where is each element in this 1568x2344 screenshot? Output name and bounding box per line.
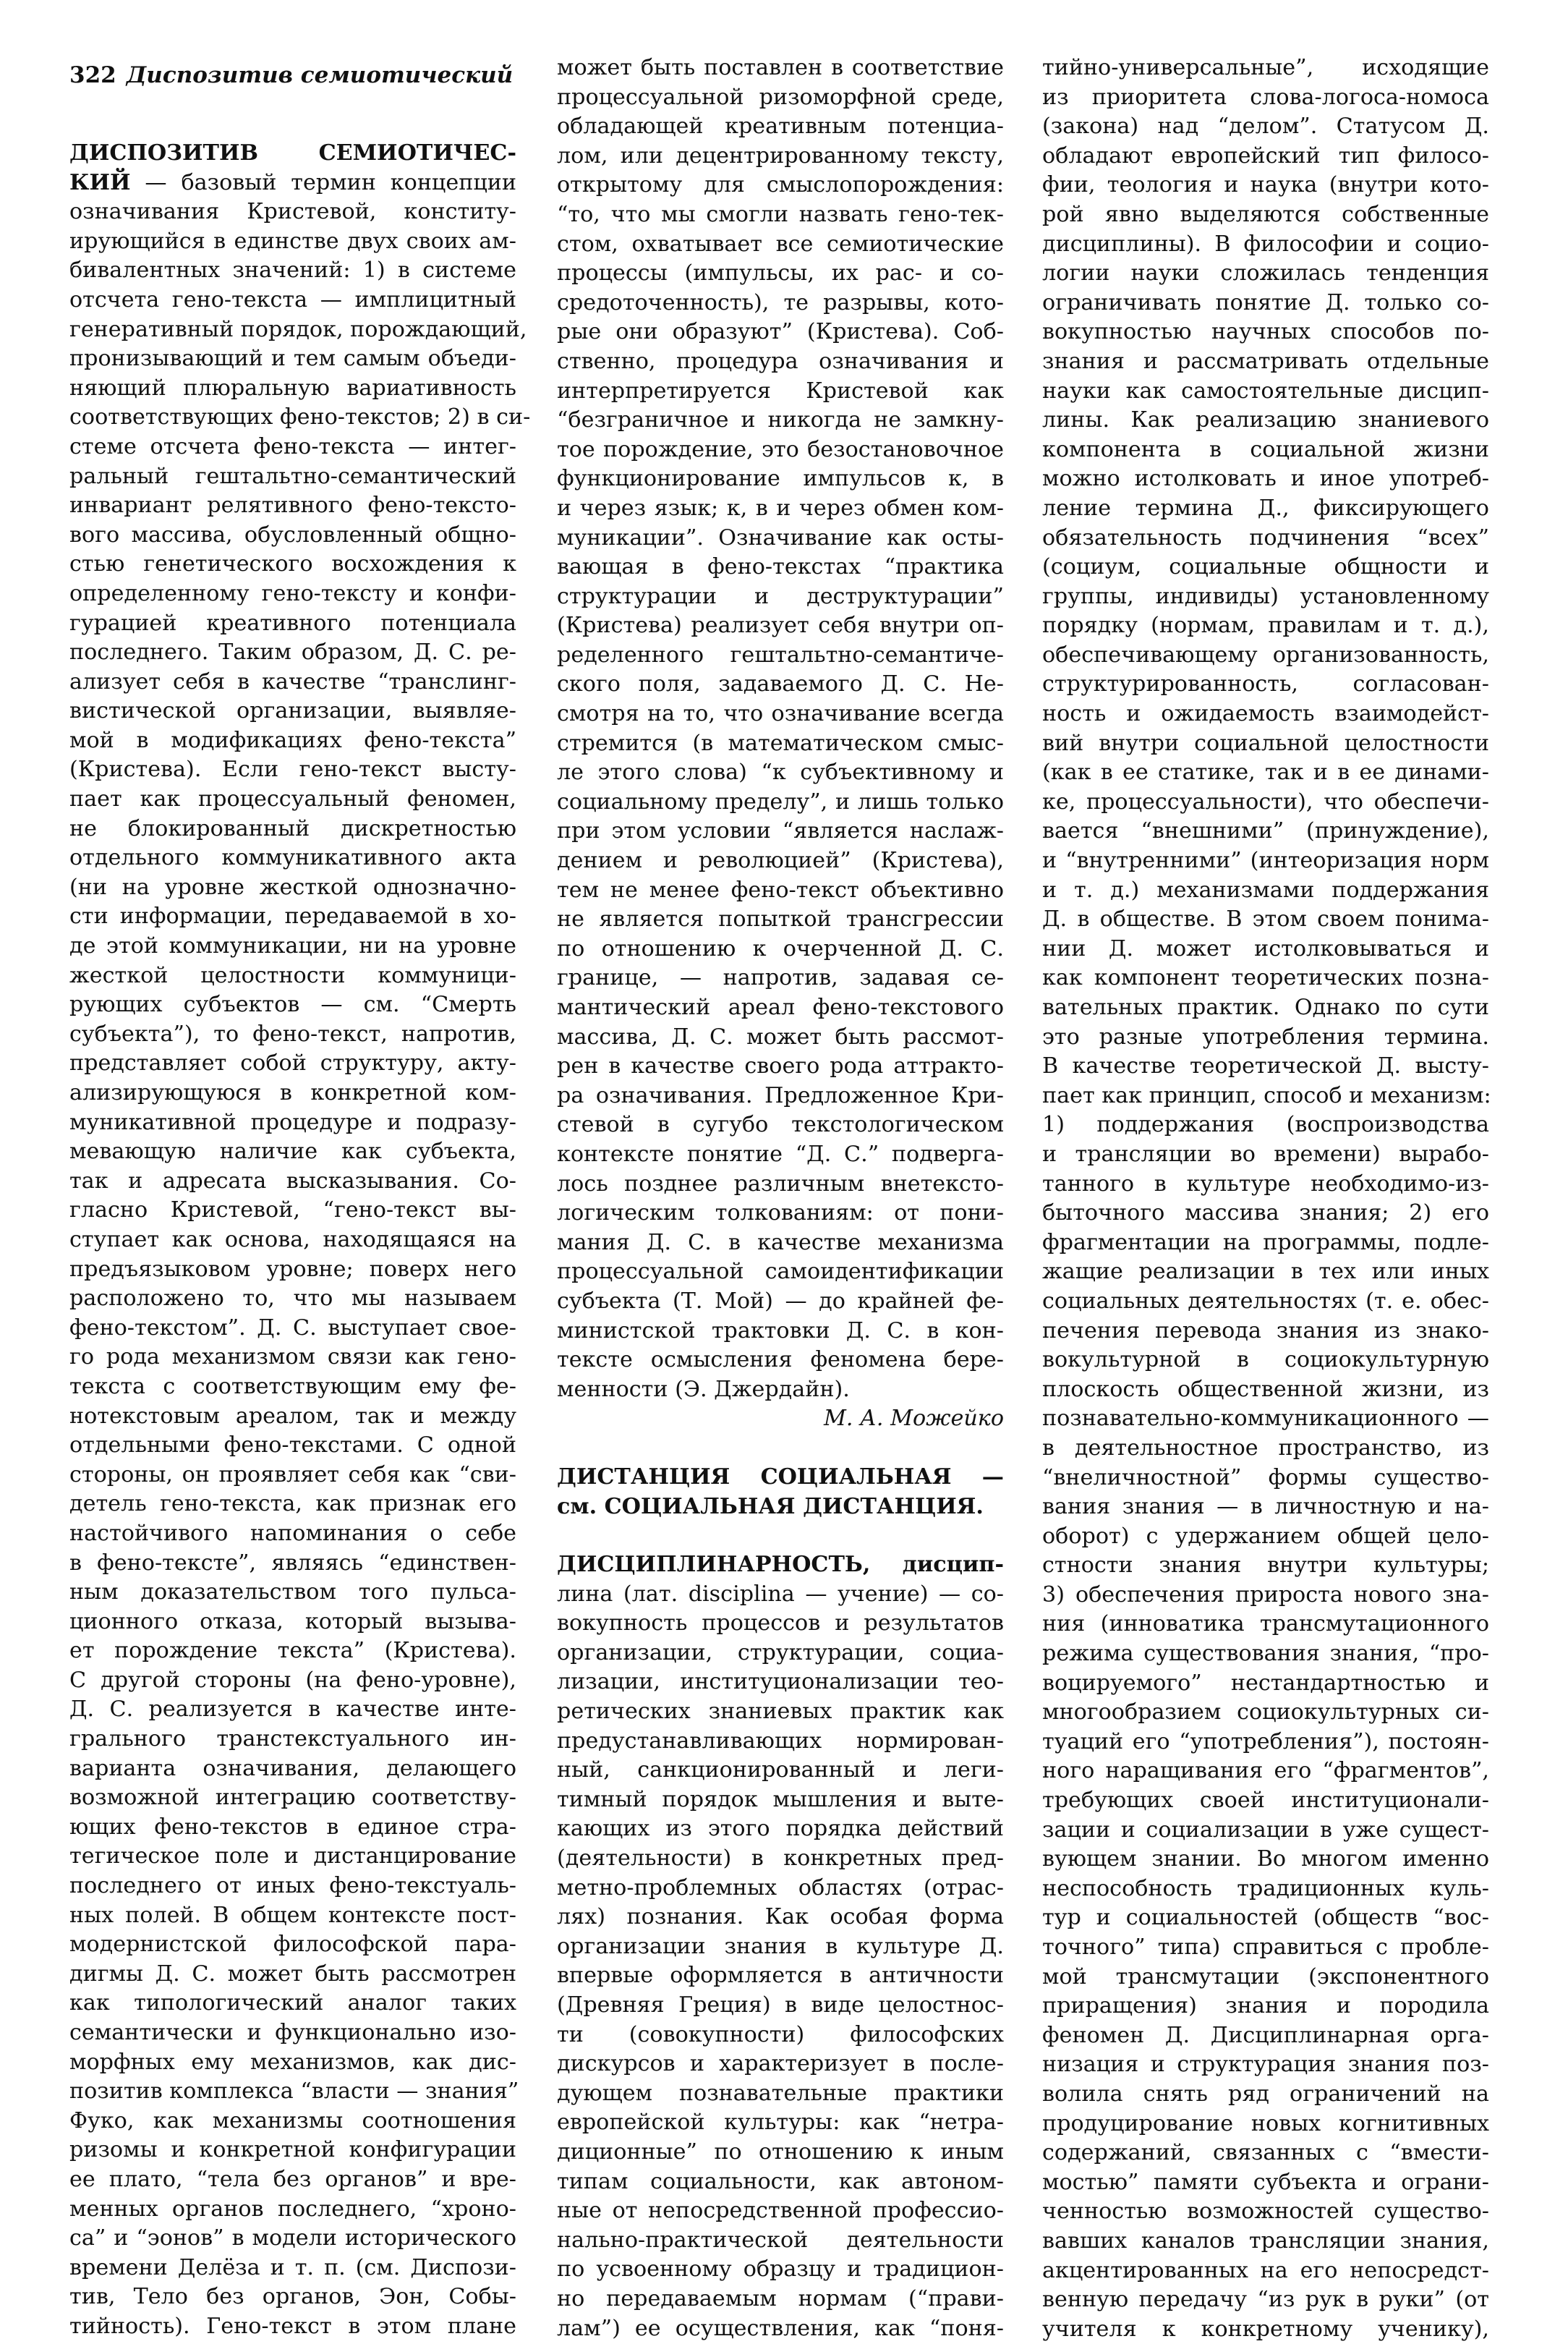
text-line: науки как самостоятельные дисцип- [1042, 378, 1489, 404]
text-line: жащие реализации в тех или иных [1042, 1259, 1489, 1285]
text-line: ственно, процедура означивания и [557, 348, 1004, 374]
text-line: расположено то, что мы называем [69, 1286, 516, 1312]
text-line: ционного отказа, который вызыва- [69, 1608, 516, 1634]
text-line: (как в ее статике, так и в ее динами- [1042, 760, 1489, 786]
text-line: нии Д. может истолковываться и [1042, 935, 1489, 961]
text-line: в деятельностное пространство, из [1042, 1435, 1489, 1461]
text-line: плоскость общественной жизни, из [1042, 1376, 1489, 1402]
text-line: “то, что мы смогли назвать гено-тек- [557, 201, 1004, 227]
text-line: дигмы Д. С. может быть рассмотрен [69, 1961, 516, 1987]
column-left [69, 139, 531, 2342]
text-line: ДИСПОЗИТИВ СЕМИОТИЧЕС- [69, 140, 516, 166]
text-line: вокупность процессов и результатов [557, 1610, 1004, 1636]
text-line: определенному гено-тексту и конфи- [69, 580, 516, 606]
text-line: ДИСТАНЦИЯ СОЦИАЛЬНАЯ — [557, 1464, 1004, 1490]
text-line: менности (Э. Джердайн). [557, 1376, 850, 1402]
text-line: тегическое поле и дистанцирование [69, 1843, 516, 1869]
text-line: соответствующих фено-текстов; 2) в си- [69, 404, 531, 430]
text-line: впервые оформляется в античности [557, 1963, 1004, 1989]
text-line: стности знания внутри культуры; [1042, 1553, 1489, 1579]
text-line: ность и ожидаемость взаимодейст- [1042, 701, 1489, 727]
text-line: рен в качестве своего рода аттракто- [557, 1053, 1004, 1079]
text-line: стремится (в математическом смыс- [557, 730, 1004, 756]
text-line: воцируемого” нестандартностью и [1042, 1670, 1489, 1696]
page-number: 322 [69, 62, 116, 88]
text-line: акцентированных на его непосредст- [1042, 2257, 1489, 2283]
text-line: тив, Тело без органов, Эон, Собы- [69, 2284, 516, 2310]
text-line: ке, процессуальности), что обеспечи- [1042, 789, 1489, 815]
text-line: туаций его “употребления”), постоян- [1042, 1728, 1489, 1754]
text-line: (социум, социальные общности и [1042, 554, 1489, 580]
text-line: учителя к конкретному ученику), [1042, 2316, 1489, 2342]
text-line: инвариант релятивного фено-тексто- [69, 493, 516, 519]
text-line: лось позднее различным внетексто- [557, 1171, 1004, 1197]
text-line: европейской культуры: как “нетра- [557, 2110, 1004, 2136]
text-line: 3) обеспечения прироста нового зна- [1042, 1581, 1489, 1608]
text-line: В качестве теоретической Д. высту- [1042, 1053, 1489, 1079]
text-line: при этом условии “является наслаж- [557, 818, 1004, 844]
text-line: волила снять ряд ограничений на [1042, 2081, 1489, 2107]
text-line: нотекстовым ареалом, так и между [69, 1403, 516, 1429]
text-line: структурированность, согласован- [1042, 671, 1489, 697]
text-line: го рода механизмом связи как гено- [69, 1344, 516, 1370]
text-line: тур и социальностей (обществ “вос- [1042, 1905, 1489, 1931]
text-line: генеративный порядок, порождающий, [69, 316, 527, 342]
text-line: процессуальной самоидентификации [557, 1259, 1004, 1285]
text-line: (Кристева). Если гено-текст высту- [69, 757, 516, 783]
text-line: дисциплины). В философии и социо- [1042, 231, 1489, 257]
text-line: см. СОЦИАЛЬНАЯ ДИСТАНЦИЯ. [557, 1493, 984, 1519]
text-line: требующих своей институционали- [1042, 1788, 1489, 1814]
text-line: ральный гештальтно-семантический [69, 463, 516, 489]
text-line: последнего. Таким образом, Д. С. ре- [69, 640, 516, 666]
text-line: лях) познания. Как особая форма [557, 1904, 1004, 1930]
text-line: и через язык; к, в и через обмен ком- [557, 495, 1004, 521]
entry-author: М. А. Можейко [823, 1406, 1004, 1432]
text-line: не блокированный дискретностью [69, 815, 516, 841]
text-line: фии, теология и наука (внутри кото- [1042, 172, 1489, 198]
text-line: сти информации, передаваемой в хо- [69, 904, 516, 930]
text-line: са” и “эонов” в модели исторического [69, 2225, 516, 2251]
entry-dispositive-continued [557, 54, 1004, 1404]
text-line: няющий плюральную вариативность [69, 375, 516, 401]
text-line: кающих из этого порядка действий [557, 1816, 1004, 1842]
text-line: муникации”. Означивание как осты- [557, 525, 1004, 551]
text-line: метно-проблемных областях (отрас- [557, 1874, 1004, 1901]
text-line: лины. Как реализацию знаниевого [1042, 407, 1489, 433]
text-line: “внеличностной” формы существо- [1042, 1464, 1489, 1490]
text-line: вательных практик. Однако по сути [1042, 995, 1489, 1020]
text-line: стороны, он проявляет себя как “сви- [69, 1461, 516, 1487]
text-line: функционирование импульсов к, в [557, 466, 1004, 492]
text-line: тийно-универсальные”, исходящие [1042, 55, 1489, 80]
text-line: диционные” по отношению к иным [557, 2139, 1004, 2165]
text-line: тимный порядок мышления и выте- [557, 1786, 1004, 1812]
text-line: Д. в обществе. В этом своем понима- [1042, 906, 1489, 933]
text-line: Фуко, как механизмы соотношения [69, 2107, 516, 2133]
text-line: текста с соответствующим ему фе- [69, 1373, 516, 1399]
text-line: лом, или децентрированному тексту, [557, 143, 1004, 169]
text-line: отдельного коммуникативного акта [69, 845, 516, 871]
text-line: (закона) над “делом”. Статусом Д. [1042, 114, 1489, 140]
text-line: приращения) знания и породила [1042, 1993, 1489, 2019]
text-line: лина (лат. disciplina — учение) — со- [557, 1581, 1004, 1607]
text-line: рой явно выделяются собственные [1042, 201, 1489, 227]
text-line: ление термина Д., фиксирующего [1042, 495, 1489, 521]
text-line: границе, — напротив, задавая се- [557, 965, 1004, 991]
text-line: и трансляции во времени) вырабо- [1042, 1141, 1489, 1167]
text-line: отдельными фено-текстами. С одной [69, 1432, 516, 1458]
text-line: зации и социализации в уже сущест- [1042, 1817, 1489, 1843]
text-line: возможной интеграцию соответству- [69, 1785, 516, 1811]
text-line: ных полей. В общем контексте пост- [69, 1902, 516, 1928]
text-line: стеме отсчета фено-текста — интег- [69, 433, 516, 459]
text-line: стью генетического восхождения к [69, 551, 516, 577]
text-line: рующих субъектов — см. “Смерть [69, 992, 516, 1018]
text-line: содержаний, связанных с “вмести- [1042, 2140, 1489, 2166]
column-right [1042, 54, 1489, 2344]
text-line: но передаваемым нормам (“прави- [557, 2285, 1004, 2311]
text-line: и “внутренними” (интеоризация норм [1042, 848, 1489, 874]
text-line: мевающую наличие как субъекта, [69, 1139, 516, 1165]
text-line: ограничивать понятие Д. только со- [1042, 289, 1489, 315]
text-line: министской трактовки Д. С. в кон- [557, 1317, 1004, 1343]
text-line: обладающей креативным потенциа- [557, 114, 1004, 140]
text-line: как компонент теоретических позна- [1042, 965, 1489, 991]
text-line: организации, структурации, социа- [557, 1639, 1004, 1665]
text-line: из приоритета слова-логоса-номоса [1042, 84, 1489, 110]
text-line: ра означивания. Предложенное Кри- [557, 1082, 1004, 1108]
text-line: вующем знании. Во многом именно [1042, 1846, 1489, 1872]
entry-disciplinarity [557, 1550, 1004, 2343]
text-line: организации знания в культуре Д. [557, 1933, 1004, 1959]
text-line: Д. С. реализуется в качестве инте- [69, 1697, 516, 1723]
text-line: ДИСЦИПЛИНАРНОСТЬ, дисцип- [557, 1552, 1004, 1578]
text-line: рые они образуют” (Кристева). Соб- [557, 319, 1004, 345]
text-line: ступает как основа, находящаяся на [69, 1226, 516, 1252]
text-line: субъекта (Т. Мой) — до крайней фе- [557, 1288, 1004, 1314]
text-line: феномен Д. Дисциплинарная орга- [1042, 2022, 1489, 2048]
text-line: не является попыткой трансгрессии [557, 906, 1004, 933]
text-line: 1) поддержания (воспроизводства [1042, 1112, 1489, 1138]
text-line: предъязыковом уровне; поверх него [69, 1256, 516, 1282]
text-line: по усвоенному образцу и традицион- [557, 2256, 1004, 2283]
text-line: ализует себя в качестве “транслинг- [69, 668, 516, 695]
text-line: массива, Д. С. может быть рассмот- [557, 1024, 1004, 1050]
text-line: точного” типа) справиться с пробле- [1042, 1935, 1489, 1960]
text-line: группы, индивиды) установленному [1042, 583, 1489, 609]
text-line: последнего от иных фено-текстуаль- [69, 1873, 516, 1899]
text-line: субъекта”), то фено-текст, напротив, [69, 1021, 516, 1047]
text-line: ния (инноватика трансмутационного [1042, 1611, 1489, 1637]
text-line: компонента в социальной жизни [1042, 436, 1489, 462]
text-line: открытому для смыслопорождения: [557, 172, 1004, 198]
text-line: ирующийся в единстве двух своих ам- [69, 228, 516, 254]
text-line: процессуальной ризоморфной среде, [557, 84, 1004, 110]
text-line: логическим толкованиям: от пони- [557, 1200, 1004, 1226]
text-line: структурации и деструктурации” [557, 583, 1004, 609]
text-line: нально-практической деятельности [557, 2227, 1004, 2253]
text-line: семантически и функционально изо- [69, 2020, 516, 2045]
text-line: вого массива, обусловленный общно- [69, 522, 516, 548]
text-line: дискурсов и характеризует в после- [557, 2051, 1004, 2077]
text-line: типам социальности, как автоном- [557, 2168, 1004, 2194]
text-line: вавших каналов трансляции знания, [1042, 2228, 1489, 2254]
text-line: ного наращивания его “фрагментов”, [1042, 1758, 1489, 1784]
text-line: по отношению к очерченной Д. С. [557, 935, 1004, 961]
text-line: предустанавливающих нормирован- [557, 1728, 1004, 1754]
text-line: пает как принцип, способ и механизм: [1042, 1082, 1491, 1108]
running-header [69, 62, 513, 88]
text-line: вокультурной в социокультурную [1042, 1347, 1489, 1373]
text-line: жесткой целостности коммуници- [69, 962, 516, 988]
text-line: средоточенность), те разрывы, кото- [557, 289, 1004, 315]
text-line: мания Д. С. в качестве механизма [557, 1229, 1004, 1255]
text-line: ского поля, задаваемого Д. С. Не- [557, 671, 1004, 697]
text-line: можно истолковать и иное употреб- [1042, 466, 1489, 492]
text-line: позитив комплекса “власти — знания” [69, 2078, 519, 2105]
text-line: процессы (импульсы, их рас- и со- [557, 260, 1004, 286]
text-line: стевой в сугубо текстологическом [557, 1112, 1004, 1138]
column-middle [557, 54, 1004, 2343]
text-line: С другой стороны (на фено-уровне), [69, 1667, 516, 1693]
text-line: гласно Кристевой, “гено-текст вы- [69, 1197, 516, 1223]
text-line: менных органов последнего, “хроно- [69, 2196, 516, 2222]
text-line: времени Делёза и т. п. (см. Диспози- [69, 2254, 516, 2280]
text-line: морфных ему механизмов, как дис- [69, 2049, 516, 2075]
text-line: лам”) ее осуществления, как “поня- [557, 2315, 1004, 2341]
text-line: муникативной процедуре и подразу- [69, 1109, 516, 1135]
text-line: мантический ареал фено-текстового [557, 995, 1004, 1020]
text-line: мостью” памяти субъекта и ограни- [1042, 2169, 1489, 2195]
text-line: детель гено-текста, как признак его [69, 1491, 516, 1517]
text-line: вания знания — в личностную и на- [1042, 1494, 1489, 1520]
text-line: обладают европейский тип филосо- [1042, 143, 1489, 169]
text-line: бивалентных значений: 1) в системе [69, 258, 516, 284]
text-line: означивания Кристевой, конститу- [69, 199, 516, 225]
text-line: тем не менее фено-текст объективно [557, 877, 1004, 903]
text-line: фрагментации на программы, подле- [1042, 1229, 1489, 1255]
text-line: интерпретируется Кристевой как [557, 378, 1004, 404]
text-line: де этой коммуникации, ни на уровне [69, 933, 516, 959]
text-line: быточного массива знания; 2) его [1042, 1200, 1489, 1226]
text-line: пает как процессуальный феномен, [69, 786, 516, 812]
text-line: неспособность традиционных куль- [1042, 1875, 1489, 1901]
running-title: Диспозитив семиотический [126, 62, 514, 88]
text-line: ле этого слова) “к субъективному и [557, 760, 1004, 786]
text-line: это разные употребления термина. [1042, 1024, 1489, 1050]
text-line: фено-текстом”. Д. С. выступает свое- [69, 1315, 516, 1341]
text-line: контексте понятие “Д. С.” подверга- [557, 1141, 1004, 1167]
text-line: ти (совокупности) философских [557, 2021, 1004, 2047]
text-line: грального транстекстуального ин- [69, 1726, 516, 1752]
text-line: в фено-тексте”, являясь “единствен- [69, 1550, 516, 1576]
text-line: ализирующуюся в конкретной ком- [69, 1080, 516, 1105]
text-line: социальных деятельностях (т. е. обес- [1042, 1288, 1489, 1314]
text-line: ее плато, “тела без органов” и вре- [69, 2166, 516, 2192]
text-line: тийность). Гено-текст в этом плане [69, 2313, 516, 2339]
text-line: порядку (нормам, правилам и т. д.), [1042, 613, 1489, 639]
text-line: обязательность подчинения “всех” [1042, 525, 1489, 551]
text-line: вающая в фено-текстах “практика [557, 554, 1004, 580]
text-line: ет порождение текста” (Кристева). [69, 1638, 516, 1664]
text-line: модернистской философской пара- [69, 1932, 516, 1958]
text-line: ретических знаниевых практик как [557, 1699, 1004, 1725]
text-line: ющих фено-текстов в единое стра- [69, 1814, 516, 1840]
text-line: ным доказательством того пульса- [69, 1579, 516, 1605]
text-line: дением и революцией” (Кристева), [557, 848, 1004, 874]
text-line: ные от непосредственной профессио- [557, 2198, 1004, 2224]
entry-social-distance [557, 1463, 1004, 1521]
text-line: так и адресата высказывания. Со- [69, 1168, 516, 1194]
text-line: продуцирование новых когнитивных [1042, 2110, 1489, 2136]
text-line: ризомы и конкретной конфигурации [69, 2137, 516, 2163]
text-line: обеспечивающему организованность, [1042, 642, 1489, 668]
text-line: (Древняя Греция) в виде целостнос- [557, 1992, 1004, 2018]
text-line: вокупностью научных способов по- [1042, 319, 1489, 345]
text-line: вий внутри социальной целостности [1042, 730, 1489, 756]
text-line: лизации, институционализации тео- [557, 1669, 1004, 1695]
text-line: вается “внешними” (принуждение), [1042, 818, 1489, 844]
text-line: как типологический аналог таких [69, 1990, 516, 2016]
text-line: и т. д.) механизмами поддержания [1042, 877, 1489, 903]
text-line: отсчета гено-текста — имплицитный [69, 286, 516, 313]
text-line: может быть поставлен в соответствие [557, 55, 1004, 80]
text-line: тексте осмысления феномена бере- [557, 1347, 1004, 1373]
text-line: социальному пределу”, и лишь только [557, 789, 1004, 815]
text-line: мой трансмутации (экспонентного [1042, 1963, 1489, 1990]
text-line: венную передачу “из рук в руки” (от [1042, 2287, 1489, 2313]
text-line: “безграничное и никогда не замкну- [557, 407, 1004, 433]
text-line: представляет собой структуру, акту- [69, 1050, 516, 1077]
text-line: КИЙ — базовый термин концепции [69, 169, 516, 195]
text-line: дующем познавательные практики [557, 2080, 1004, 2106]
text-line: низация и структурация знания поз- [1042, 2052, 1489, 2078]
text-line: (деятельности) в конкретных пред- [557, 1846, 1004, 1872]
text-line: познавательно-коммуникационного — [1042, 1406, 1489, 1432]
text-line: (Кристева) реализует себя внутри оп- [557, 613, 1004, 639]
text-line: стом, охватывает все семиотические [557, 231, 1004, 257]
text-line: пронизывающий и тем самым объеди- [69, 346, 516, 372]
text-line: варианта означивания, делающего [69, 1755, 516, 1781]
text-line: оборот) с удержанием общей цело- [1042, 1523, 1489, 1549]
text-line: ченностью возможностей существо- [1042, 2199, 1489, 2225]
text-line: (ни на уровне жесткой однозначно- [69, 874, 516, 900]
text-line: печения перевода знания из знако- [1042, 1317, 1489, 1343]
text-line: знания и рассматривать отдельные [1042, 348, 1489, 374]
text-line: гурацией креативного потенциала [69, 610, 516, 636]
text-line: тое порождение, это безостановочное [557, 436, 1004, 462]
text-line: логии науки сложилась тенденция [1042, 260, 1489, 286]
text-line: мой в модификациях фено-текста” [69, 727, 516, 753]
text-line: настойчивого напоминания о себе [69, 1520, 516, 1546]
text-line: многообразием социокультурных си- [1042, 1699, 1489, 1725]
text-line: ределенного гештальтно-семантиче- [557, 642, 1004, 668]
text-line: вистической организации, выявляе- [69, 698, 516, 724]
text-line: режима существования знания, “про- [1042, 1641, 1489, 1667]
text-line: смотря на то, что означивание всегда [557, 701, 1004, 727]
text-line: ный, санкционированный и леги- [557, 1757, 1004, 1783]
text-line: танного в культуре необходимо-из- [1042, 1171, 1489, 1197]
